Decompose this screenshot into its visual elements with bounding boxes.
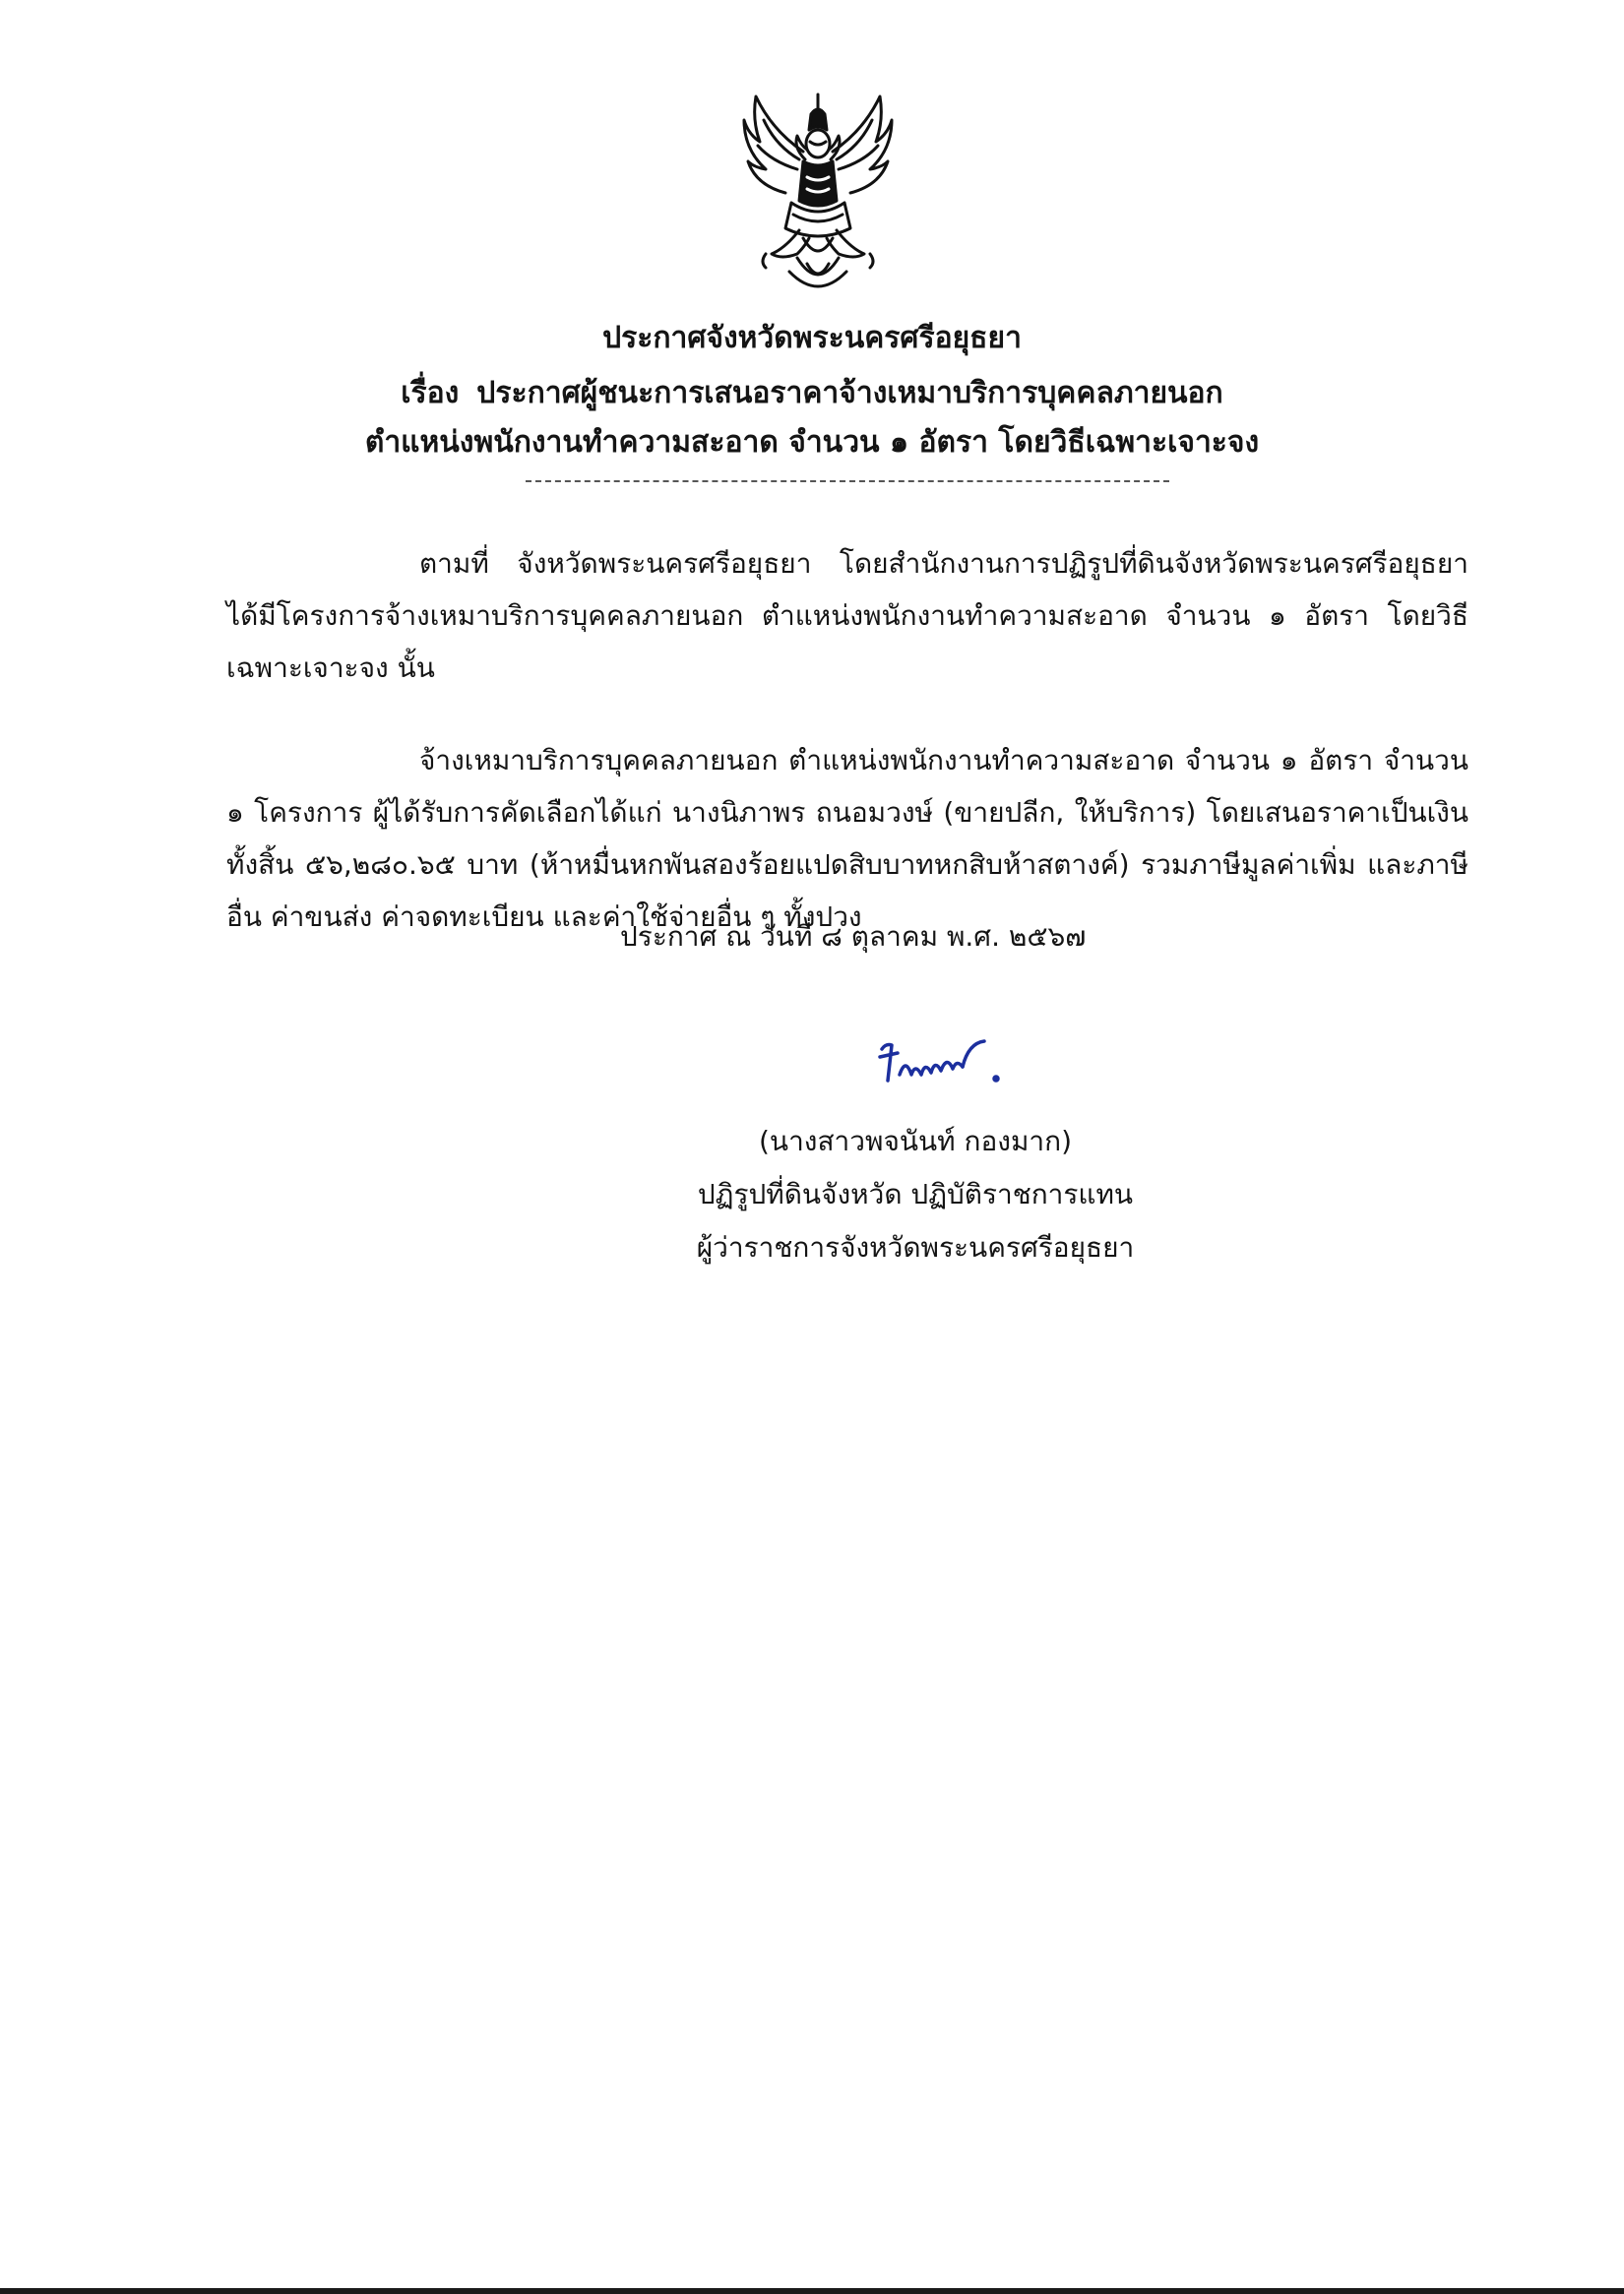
handwritten-signature [874, 1035, 1012, 1098]
signatory-position: ปฏิรูปที่ดินจังหวัด ปฏิบัติราชการแทน [697, 1178, 1134, 1210]
paragraph-1: ตามที่ จังหวัดพระนครศรีอยุธยา โดยสำนักงานการปฏิรูปที่ดินจังหวัดพระนครศรีอยุธยา ได้มีโครงการจ้างเหมาบริการบุคคลภายนอก ตำแหน่งพนักงานทำความสะอาด จำนวน ๑ อัตรา โดยวิธีเฉพาะเจาะจง นั้น [226, 547, 1468, 684]
subject-label: เรื่อง [401, 376, 460, 410]
subject-text: ประกาศผู้ชนะการเสนอราคาจ้างเหมาบริการบุคคลภายนอก [476, 376, 1223, 410]
announcement-title: ประกาศจังหวัดพระนครศรีอยุธยา [602, 321, 1022, 355]
paragraph-2: จ้างเหมาบริการบุคคลภายนอก ตำแหน่งพนักงานทำความสะอาด จำนวน ๑ อัตรา จำนวน ๑ โครงการ ผู้ได้รับการคัดเลือกได้แก่ นางนิภาพร ถนอมวงษ์ (ขายปลีก, ให้บริการ) โดยเสนอราคาเป็นเงินทั้งสิ้น ๕๖,๒๘๐.๖๕ บาท (ห้าหมื่นหกพันสองร้อยแปดสิบบาทหกสิบห้าสตางค์) รวมภาษีมูลค่าเพิ่ม และภาษีอื่น ค่าขนส่ง ค่าจดทะเบียน และค่าใช้จ่ายอื่น ๆ ทั้งปวง [226, 744, 1468, 933]
subject-line [0, 372, 1624, 415]
scan-edge [0, 2288, 1624, 2294]
subject-line-2: ตำแหน่งพนักงานทำความสะอาด จำนวน ๑ อัตรา โดยวิธีเฉพาะเจาะจง [364, 425, 1260, 460]
signatory-name: (นางสาวพจนันท์ กองมาก) [759, 1125, 1072, 1157]
divider [526, 480, 1169, 482]
garuda-emblem-icon [742, 91, 894, 299]
announcement-date: ประกาศ ณ วันที่ ๘ ตุลาคม พ.ศ. ๒๕๖๗ [620, 920, 1087, 953]
signatory-authority: ผู้ว่าราชการจังหวัดพระนครศรีอยุธยา [696, 1231, 1135, 1264]
